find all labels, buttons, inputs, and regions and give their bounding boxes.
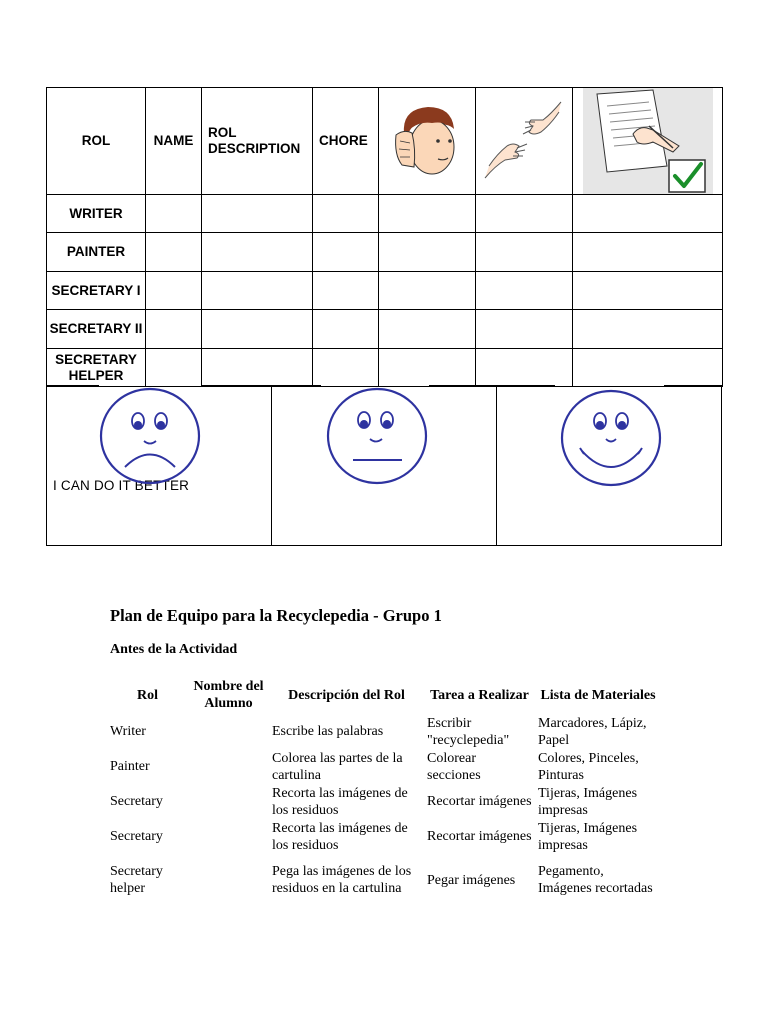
chore-cell[interactable]	[313, 195, 379, 233]
table-row	[47, 310, 723, 349]
helping-cell[interactable]	[476, 195, 573, 233]
chore-cell[interactable]	[313, 310, 379, 349]
neutral-face-icon[interactable]	[326, 387, 428, 485]
name-cell[interactable]	[146, 233, 202, 272]
faces-top-border	[201, 385, 321, 386]
plan-col-rol: Rol	[137, 687, 158, 703]
plan-tarea: Recortar imágenes	[427, 829, 532, 844]
listening-boy-icon	[392, 103, 462, 179]
faces-top-border	[429, 385, 555, 386]
listening-cell[interactable]	[379, 233, 476, 272]
sad-face-icon[interactable]	[99, 387, 201, 485]
name-cell[interactable]	[146, 349, 202, 387]
row-label-writer: WRITER	[47, 195, 146, 233]
header-listening-picture	[379, 88, 476, 195]
table-row	[47, 233, 723, 272]
listening-cell[interactable]	[379, 349, 476, 387]
table-row	[107, 854, 661, 906]
plan-col-tarea: Tarea a Realizar	[430, 687, 529, 703]
header-name: NAME	[146, 88, 202, 195]
plan-materiales: Pegamento, Imágenes recortadas	[538, 864, 653, 896]
plan-materiales: Marcadores, Lápiz, Papel	[538, 715, 647, 748]
writing-cell[interactable]	[573, 233, 723, 272]
header-rol: ROL	[47, 88, 146, 195]
plan-tarea: Colorear secciones	[427, 750, 481, 783]
header-rol-description: ROL DESCRIPTION	[202, 88, 313, 195]
plan-descripcion: Recorta las imágenes de los residuos	[272, 820, 408, 853]
faces-top-border	[664, 385, 723, 386]
chore-cell[interactable]	[313, 272, 379, 310]
plan-title: Plan de Equipo para la Recyclepedia - Grupo 1	[110, 606, 442, 625]
plan-tarea: Recortar imágenes	[427, 794, 532, 809]
header-writing-picture	[573, 88, 723, 195]
plan-descripcion: Escribe las palabras	[272, 724, 384, 739]
table-row	[107, 714, 661, 749]
helping-hands-icon	[481, 100, 567, 182]
row-label-secretary-1: SECRETARY I	[47, 272, 146, 310]
plan-rol: Writer	[110, 724, 146, 739]
sad-face-caption: I CAN DO IT BETTER	[53, 478, 190, 493]
plan-col-materiales: Lista de Materiales	[540, 687, 656, 703]
happy-face-icon[interactable]	[560, 389, 662, 487]
plan-materiales: Tijeras, Imágenes impresas	[538, 785, 638, 818]
helping-cell[interactable]	[476, 310, 573, 349]
plan-rol: Secretary	[110, 829, 163, 844]
faces-divider	[271, 386, 272, 545]
plan-nombre[interactable]	[188, 749, 269, 784]
helping-cell[interactable]	[476, 349, 573, 387]
name-cell[interactable]	[146, 272, 202, 310]
table-row	[47, 272, 723, 310]
chore-cell[interactable]	[313, 233, 379, 272]
writing-cell[interactable]	[573, 195, 723, 233]
plan-rol: Secretary helper	[110, 864, 163, 896]
table-row	[47, 349, 723, 387]
table-row	[107, 784, 661, 819]
role-table	[46, 87, 723, 387]
description-cell[interactable]	[202, 349, 313, 387]
table-row	[47, 195, 723, 233]
description-cell[interactable]	[202, 195, 313, 233]
header-hands-picture	[476, 88, 573, 195]
faces-box	[46, 386, 722, 546]
plan-tarea: Escribir "recyclepedia"	[427, 715, 510, 748]
plan-descripcion: Recorta las imágenes de los residuos	[272, 785, 408, 818]
plan-nombre[interactable]	[188, 784, 269, 819]
writing-cell[interactable]	[573, 349, 723, 387]
name-cell[interactable]	[146, 195, 202, 233]
plan-materiales: Tijeras, Imágenes impresas	[538, 820, 638, 853]
name-cell[interactable]	[146, 310, 202, 349]
plan-subtitle: Antes de la Actividad	[110, 642, 238, 657]
plan-nombre[interactable]	[188, 819, 269, 854]
plan-rol: Painter	[110, 759, 150, 774]
plan-nombre[interactable]	[188, 854, 269, 906]
row-label-secretary-2: SECRETARY II	[47, 310, 146, 349]
plan-table	[107, 676, 661, 906]
faces-top-border	[47, 385, 99, 386]
listening-cell[interactable]	[379, 195, 476, 233]
row-label-painter: PAINTER	[47, 233, 146, 272]
plan-col-descripcion: Descripción del Rol	[288, 687, 405, 703]
chore-cell[interactable]	[313, 349, 379, 387]
helping-cell[interactable]	[476, 272, 573, 310]
plan-rol: Secretary	[110, 794, 163, 809]
helping-cell[interactable]	[476, 233, 573, 272]
table-row	[107, 749, 661, 784]
listening-cell[interactable]	[379, 310, 476, 349]
plan-nombre[interactable]	[188, 714, 269, 749]
faces-divider	[496, 386, 497, 545]
plan-materiales: Colores, Pinceles, Pinturas	[538, 750, 639, 783]
header-chore: CHORE	[313, 88, 379, 195]
plan-descripcion: Pega las imágenes de los residuos en la cartulina	[272, 864, 412, 896]
writing-checklist-icon	[583, 88, 713, 194]
role-table-header-row	[47, 88, 723, 195]
description-cell[interactable]	[202, 272, 313, 310]
row-label-secretary-helper: SECRETARY HELPER	[47, 349, 146, 387]
plan-descripcion: Colorea las partes de la cartulina	[272, 750, 403, 783]
description-cell[interactable]	[202, 233, 313, 272]
plan-tarea: Pegar imágenes	[427, 872, 516, 888]
plan-col-nombre: Nombre del Alumno	[193, 679, 264, 711]
table-row	[107, 819, 661, 854]
writing-cell[interactable]	[573, 310, 723, 349]
description-cell[interactable]	[202, 310, 313, 349]
writing-cell[interactable]	[573, 272, 723, 310]
listening-cell[interactable]	[379, 272, 476, 310]
plan-header-row	[107, 676, 661, 714]
